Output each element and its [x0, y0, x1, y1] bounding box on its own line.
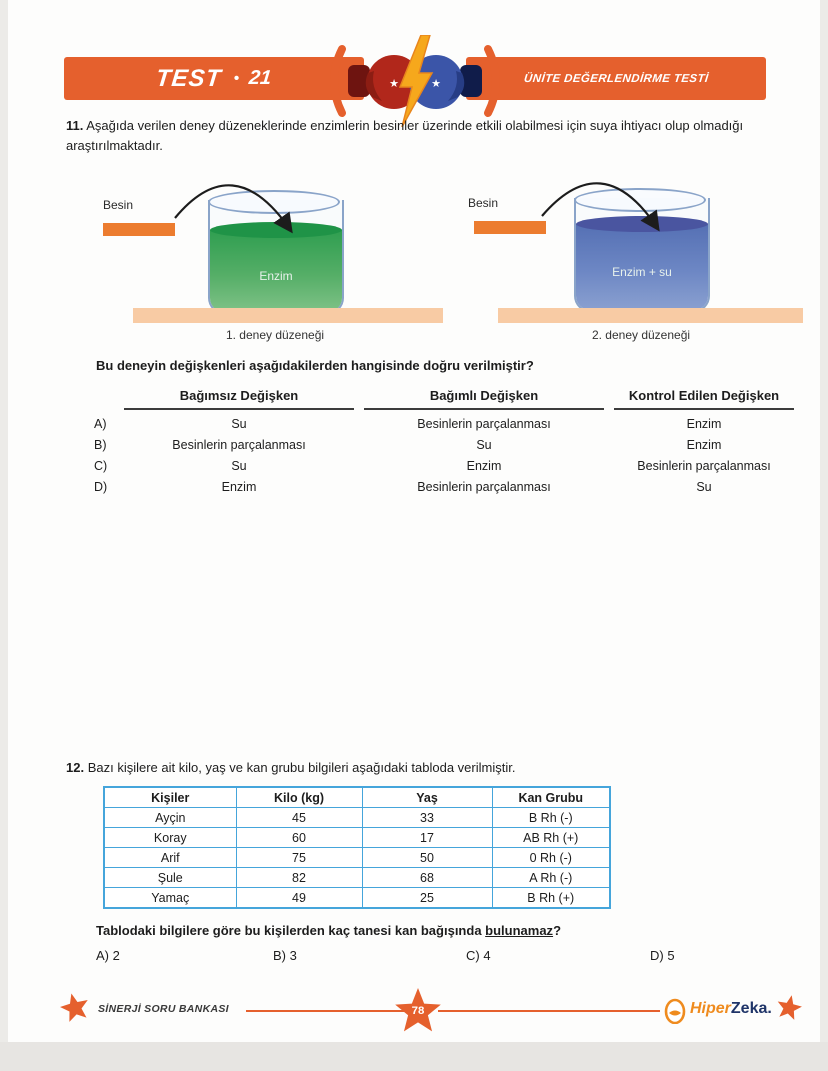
- diagram-2-caption: 2. deney düzeneği: [591, 328, 691, 342]
- cell-blood: A Rh (-): [492, 868, 610, 888]
- sinerji-star-icon: [60, 992, 90, 1024]
- option-b-cell-3: Enzim: [686, 438, 722, 452]
- option-d-cell-3: Su: [696, 480, 712, 494]
- option-b-cell-2: Su: [476, 438, 492, 452]
- q12-option-c: C) 4: [466, 948, 491, 963]
- beaker-2: [574, 198, 710, 312]
- test-number: 21: [248, 67, 273, 89]
- question-12-stem: [66, 758, 776, 778]
- prompt-suffix: ?: [553, 923, 562, 938]
- header-kisiler: Kişiler: [104, 787, 236, 808]
- logo-zeka: Zeka: [730, 1000, 768, 1017]
- col-header-independent: Bağımsız Değişken: [124, 388, 354, 410]
- experiment-diagram-1: [93, 160, 445, 346]
- question-11-number: 11.: [66, 118, 84, 133]
- cell-weight: 45: [236, 808, 362, 828]
- page-margin: [0, 1042, 828, 1071]
- footer-divider-right: [438, 1010, 660, 1012]
- header-kan-grubu: Kan Grubu: [492, 787, 610, 808]
- option-a-cell-3: Enzim: [686, 417, 722, 431]
- option-c-cell-2: Enzim: [466, 459, 502, 473]
- q12-option-d: D) 5: [650, 948, 675, 963]
- question-11-text: Aşağıda verilen deney düzeneklerinde enzimlerin besinler üzerinde etkili olabilmesi için suya ihtiyacı olup olmadığı araştırılmaktadır.: [66, 118, 744, 154]
- enzyme-water-liquid: [576, 224, 708, 310]
- question-11-prompt: Bu deneyin değişkenleri aşağıdakilerden hangisinde doğru verilmiştir?: [96, 358, 534, 373]
- unit-test-label: ÜNİTE DEĞERLENDİRME TESTİ: [523, 72, 709, 85]
- page-number: 78: [411, 1005, 425, 1018]
- table-row: [104, 828, 610, 848]
- table-header-row: [104, 787, 610, 808]
- beaker-1: [208, 200, 344, 314]
- option-b-cell-1: Besinlerin parçalanması: [172, 438, 306, 452]
- prompt-underlined-word: bulunamaz: [485, 923, 554, 938]
- option-c-cell-3: Besinlerin parçalanması: [637, 459, 771, 473]
- hiperzeka-logo: HiperZeka.: [690, 1000, 772, 1017]
- diagram-1-caption: 1. deney düzeneği: [225, 328, 325, 342]
- option-a-cell-2: Besinlerin parçalanması: [417, 417, 551, 431]
- header-yas: Yaş: [362, 787, 492, 808]
- option-c-letter: C): [94, 459, 108, 473]
- enzyme-liquid: [210, 230, 342, 312]
- test-number-banner: [64, 57, 364, 100]
- cell-blood: B Rh (-): [492, 808, 610, 828]
- svg-text:★: ★: [389, 78, 399, 90]
- prompt-prefix: Tablodaki bilgilere göre bu kişilerden kaç tanesi kan bağışında: [96, 923, 486, 938]
- cell-name: Arif: [104, 848, 236, 868]
- question-12-text: Bazı kişilere ait kilo, yaş ve kan grubu bilgileri aşağıdaki tabloda verilmiştir.: [87, 760, 516, 775]
- cell-age: 25: [362, 888, 492, 909]
- option-d-cell-1: Enzim: [221, 480, 257, 494]
- option-a-letter: A): [94, 417, 107, 431]
- header-kilo: Kilo (kg): [236, 787, 362, 808]
- q12-option-a: A) 2: [96, 948, 120, 963]
- cell-name: Ayçin: [104, 808, 236, 828]
- liquid-label-2: Enzim + su: [612, 265, 672, 279]
- food-bar-1: [103, 223, 175, 236]
- liquid-label-1: Enzim: [259, 269, 293, 283]
- food-bar-2: [474, 221, 546, 234]
- shelf-2: [498, 308, 803, 323]
- food-label-1: Besin: [103, 198, 134, 212]
- header-banner: [64, 57, 766, 100]
- cell-weight: 60: [236, 828, 362, 848]
- egg-logo-icon: [664, 997, 686, 1024]
- bullet-separator: •: [233, 69, 240, 87]
- cell-name: Yamaç: [104, 888, 236, 909]
- unit-test-banner: [466, 57, 766, 100]
- cell-age: 33: [362, 808, 492, 828]
- col-header-dependent: Bağımlı Değişken: [364, 388, 604, 410]
- cell-weight: 49: [236, 888, 362, 909]
- cell-blood: AB Rh (+): [492, 828, 610, 848]
- cell-age: 68: [362, 868, 492, 888]
- table-row: [104, 888, 610, 909]
- col-header-controlled: Kontrol Edilen Değişken: [614, 388, 794, 410]
- option-a-cell-1: Su: [231, 417, 247, 431]
- cell-age: 17: [362, 828, 492, 848]
- table-row: [104, 808, 610, 828]
- q11-options-table: [88, 388, 800, 494]
- experiment-diagram-2: [456, 160, 808, 346]
- right-star-icon: [776, 994, 802, 1022]
- footer-divider-left: [246, 1010, 418, 1012]
- cell-name: Koray: [104, 828, 236, 848]
- publisher-name: SİNERJİ SORU BANKASI: [98, 1003, 229, 1015]
- logo-hiper: Hiper: [690, 1000, 731, 1017]
- q12-option-b: B) 3: [273, 948, 297, 963]
- table-row: [104, 848, 610, 868]
- cell-blood: B Rh (+): [492, 888, 610, 909]
- food-label-2: Besin: [468, 196, 499, 210]
- question-12-number: 12.: [66, 760, 85, 775]
- svg-text:★: ★: [431, 78, 441, 90]
- test-page: [8, 0, 820, 1042]
- cell-weight: 75: [236, 848, 362, 868]
- test-label: TEST: [155, 64, 224, 92]
- option-b-letter: B): [94, 438, 107, 452]
- question-12-prompt: [96, 923, 796, 938]
- page-number-star: [394, 987, 442, 1037]
- cell-weight: 82: [236, 868, 362, 888]
- cell-name: Şule: [104, 868, 236, 888]
- option-d-cell-2: Besinlerin parçalanması: [417, 480, 551, 494]
- option-d-letter: D): [94, 480, 108, 494]
- table-row: [104, 868, 610, 888]
- cell-blood: 0 Rh (-): [492, 848, 610, 868]
- option-c-cell-1: Su: [231, 459, 247, 473]
- cell-age: 50: [362, 848, 492, 868]
- shelf-1: [133, 308, 443, 323]
- blood-group-table: [103, 786, 611, 909]
- question-11-stem: [66, 116, 776, 156]
- boxing-gloves-icon: [322, 35, 508, 127]
